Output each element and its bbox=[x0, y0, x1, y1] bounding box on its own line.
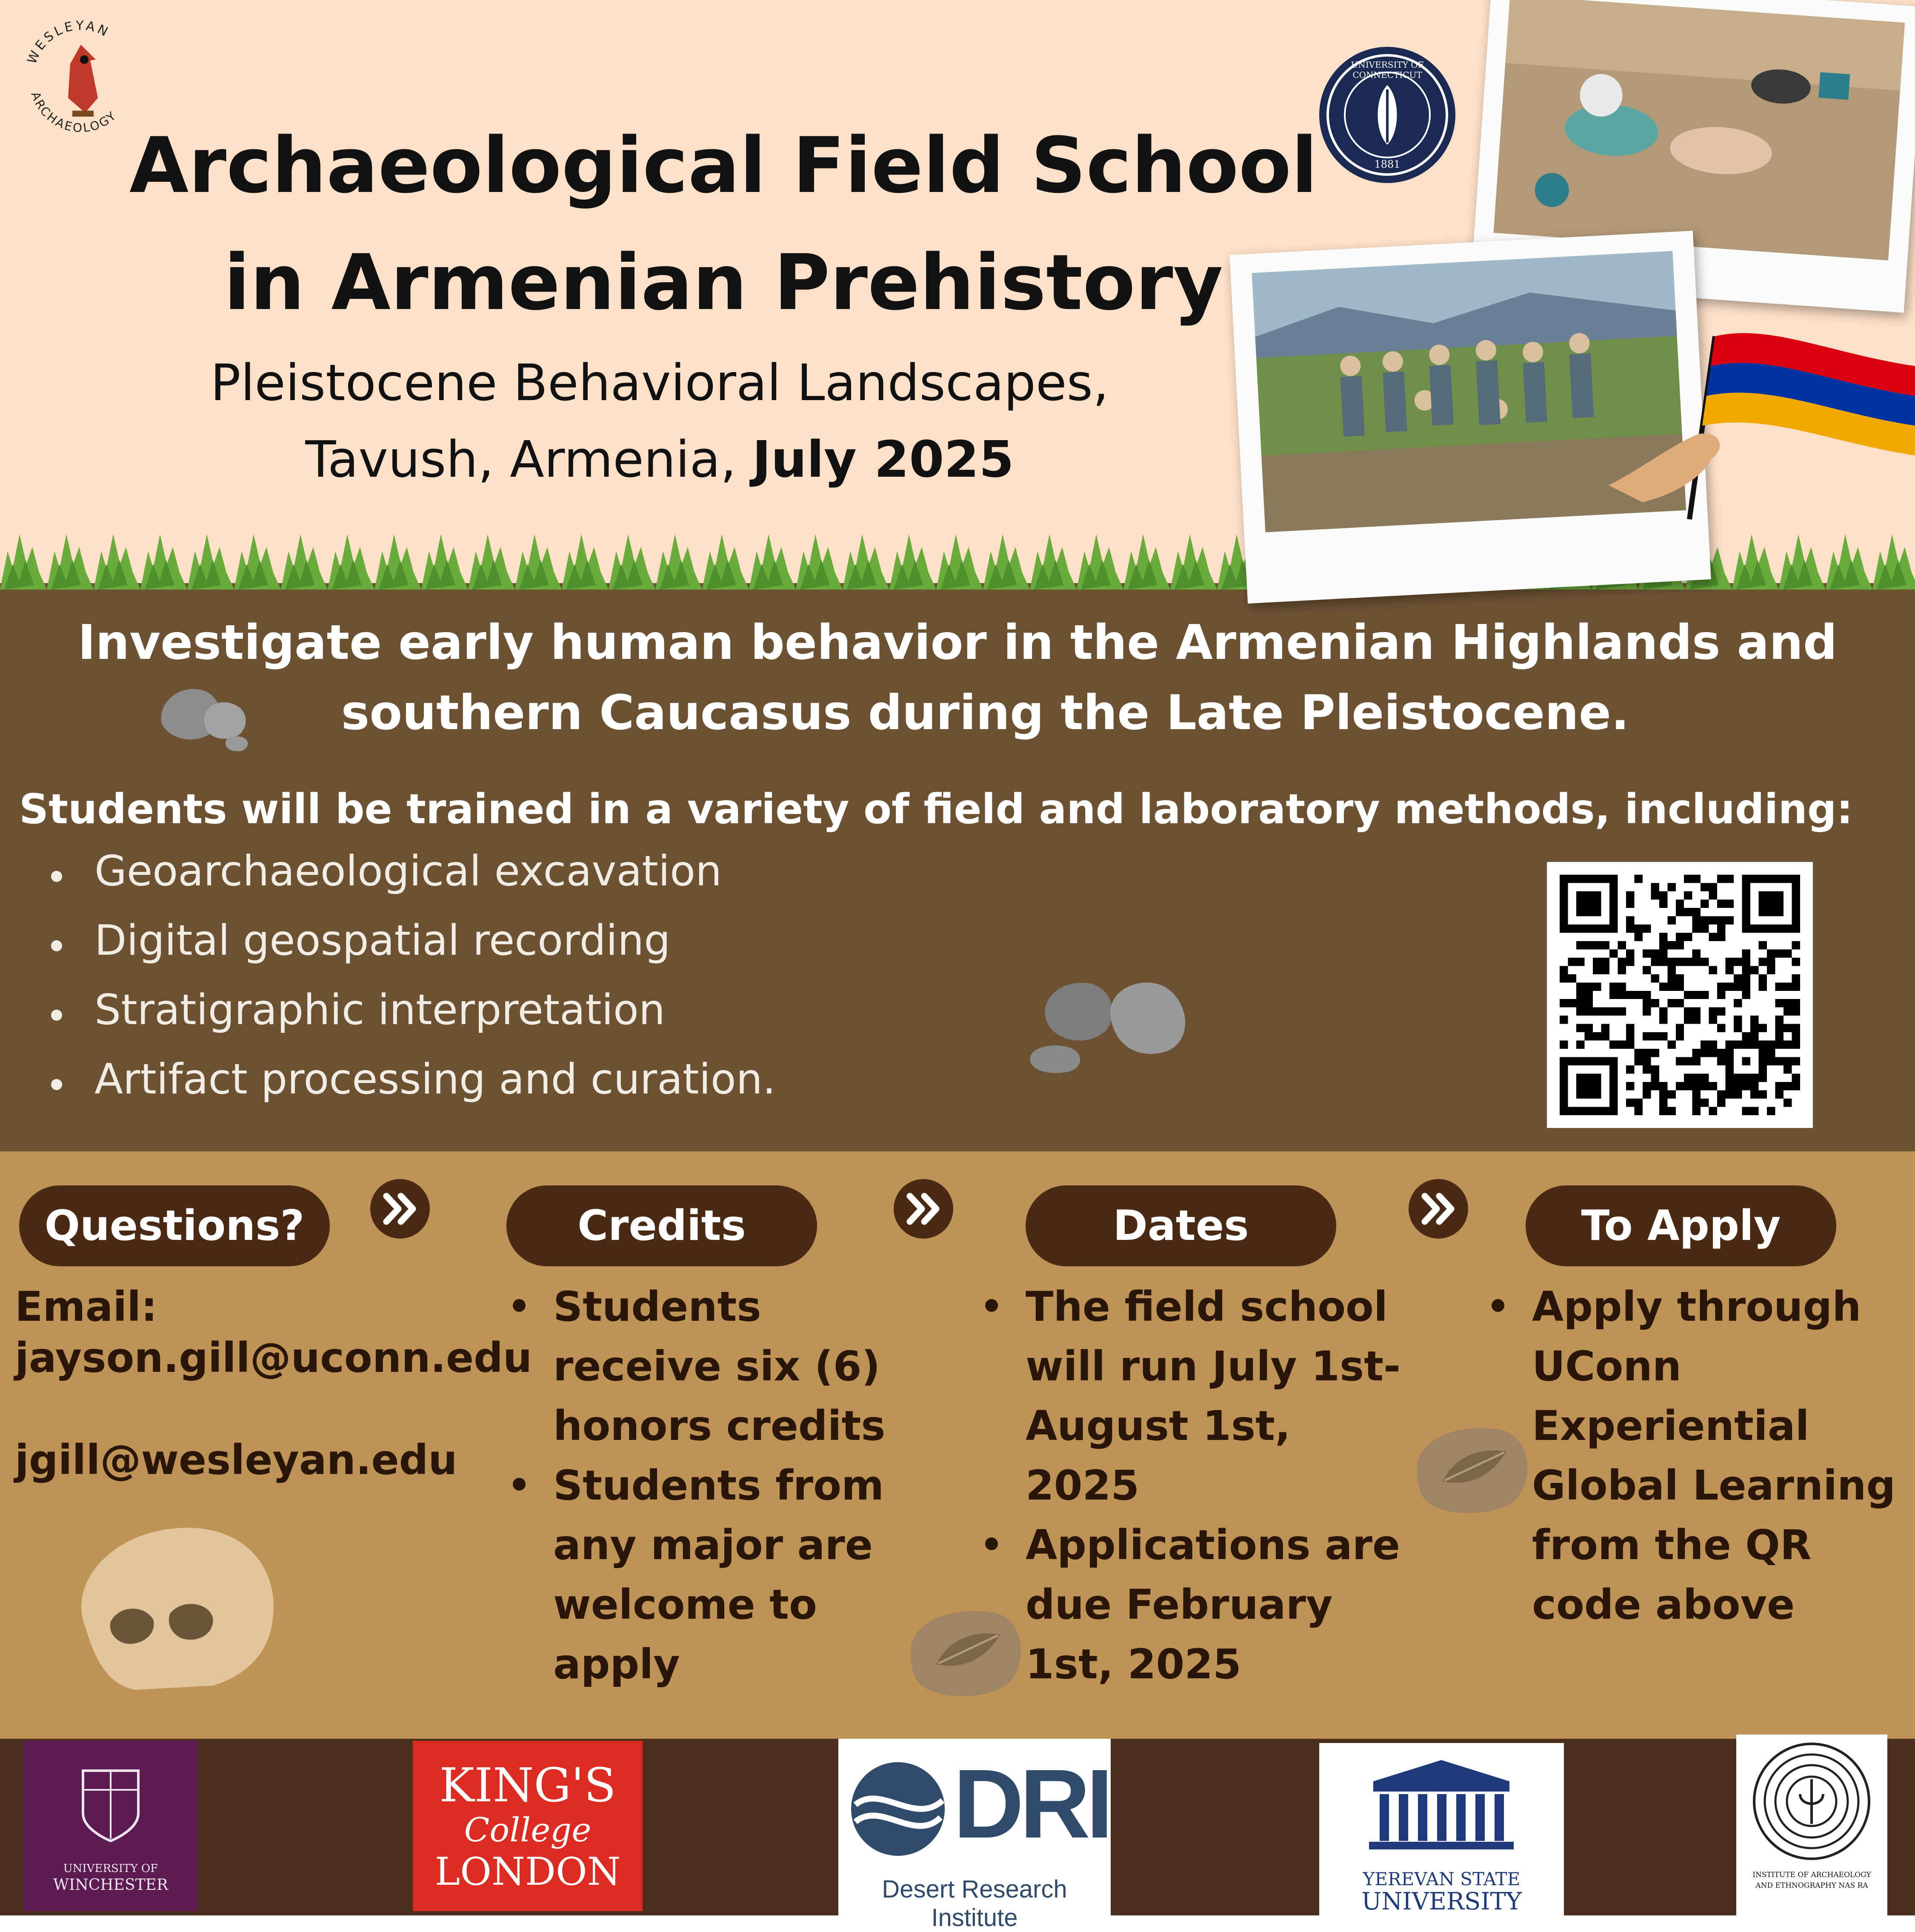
dates-list bbox=[979, 1277, 1409, 1694]
list-item: Digital geospatial recording bbox=[51, 916, 776, 986]
dates-pill: Dates bbox=[1026, 1185, 1336, 1266]
list-item: Apply through UConn Experiential Global Learning from the QR code above bbox=[1485, 1277, 1906, 1634]
fossil-leaf-icon bbox=[902, 1600, 1030, 1703]
uconn-seal-year: 1881 bbox=[1374, 158, 1401, 170]
chevron-right-icon bbox=[370, 1179, 430, 1239]
qr-code-image bbox=[1560, 875, 1800, 1115]
winchester-line2: WINCHESTER bbox=[53, 1876, 168, 1894]
credits-list bbox=[506, 1277, 915, 1694]
armenian-flag-icon bbox=[1592, 306, 1915, 528]
intro-line1: Investigate early human behavior in the Armenian Highlands and bbox=[77, 615, 1838, 670]
questions-email-label: Email: bbox=[15, 1283, 157, 1331]
ysu-line2: UNIVERSITY bbox=[1361, 1888, 1522, 1915]
methods-heading: Students will be trained in a variety of field and laboratory methods, including: bbox=[19, 785, 1853, 833]
dri-short: DRI bbox=[953, 1749, 1109, 1858]
subtitle-line1: Pleistocene Behavioral Landscapes, bbox=[210, 353, 1109, 412]
list-item: The field school will run July 1st-August 1st, 2025 bbox=[979, 1277, 1409, 1515]
credits-pill: Credits bbox=[506, 1185, 817, 1266]
list-item: Artifact processing and curation. bbox=[51, 1055, 776, 1125]
kings-line3: LONDON bbox=[434, 1849, 621, 1894]
subtitle-line2 bbox=[0, 430, 1319, 489]
yerevan-state-university-logo bbox=[1319, 1743, 1564, 1915]
dri-full: Desert Research Institute bbox=[882, 1875, 1067, 1932]
excavation-photo-image bbox=[1493, 0, 1905, 260]
kings-line2: College bbox=[464, 1811, 592, 1849]
fossil-leaf-icon bbox=[1409, 1417, 1536, 1520]
svg-text:WESLEYAN: WESLEYAN bbox=[24, 18, 113, 66]
apply-list bbox=[1485, 1277, 1906, 1634]
questions-email-2[interactable]: jgill@wesleyan.edu bbox=[15, 1436, 457, 1484]
list-item: Students from any major are welcome to apply bbox=[506, 1456, 915, 1694]
kings-line1: KING'S bbox=[439, 1758, 616, 1812]
page-title-line1: Archaeological Field School bbox=[129, 121, 1318, 210]
to-apply-pill: To Apply bbox=[1526, 1185, 1836, 1266]
questions-pill: Questions? bbox=[19, 1185, 330, 1266]
list-item: Students receive six (6) honors credits bbox=[506, 1277, 915, 1456]
page-title-line2: in Armenian Prehistory bbox=[224, 238, 1223, 327]
subtitle-date: July 2025 bbox=[752, 430, 1014, 489]
list-item: Stratigraphic interpretation bbox=[51, 986, 776, 1055]
rocks-icon bbox=[153, 673, 272, 753]
rocks-icon bbox=[1021, 962, 1213, 1081]
winchester-line1: UNIVERSITY OF bbox=[63, 1862, 158, 1875]
kings-college-london-logo bbox=[413, 1741, 643, 1911]
list-item: Applications are due February 1st, 2025 bbox=[979, 1515, 1409, 1694]
methods-list bbox=[51, 847, 776, 1125]
intro-line2: southern Caucasus during the Late Pleistocene. bbox=[341, 685, 1629, 741]
qr-code[interactable] bbox=[1547, 862, 1813, 1128]
winchester-logo bbox=[23, 1741, 198, 1911]
ysu-line1: YEREVAN STATE bbox=[1363, 1869, 1521, 1889]
iae-line1: INSTITUTE OF ARCHAEOLOGY bbox=[1752, 1871, 1871, 1879]
skull-icon bbox=[60, 1515, 289, 1703]
institute-archaeology-ethnography-logo bbox=[1736, 1735, 1887, 1915]
dri-logo bbox=[838, 1739, 1111, 1932]
iae-line2: AND ETHNOGRAPHY NAS RA bbox=[1755, 1881, 1868, 1890]
chevron-right-icon bbox=[1409, 1179, 1468, 1239]
list-item: Geoarchaeological excavation bbox=[51, 847, 776, 916]
uconn-seal-label: UNIVERSITY OF CONNECTICUT bbox=[1351, 60, 1424, 80]
chevron-right-icon bbox=[894, 1179, 953, 1239]
subtitle-location: Tavush, Armenia, bbox=[305, 430, 752, 489]
uconn-seal bbox=[1319, 47, 1455, 183]
svg-text:ARCHAEOLOGY: ARCHAEOLOGY bbox=[28, 90, 120, 135]
questions-email-1[interactable]: jayson.gill@uconn.edu bbox=[15, 1334, 532, 1382]
